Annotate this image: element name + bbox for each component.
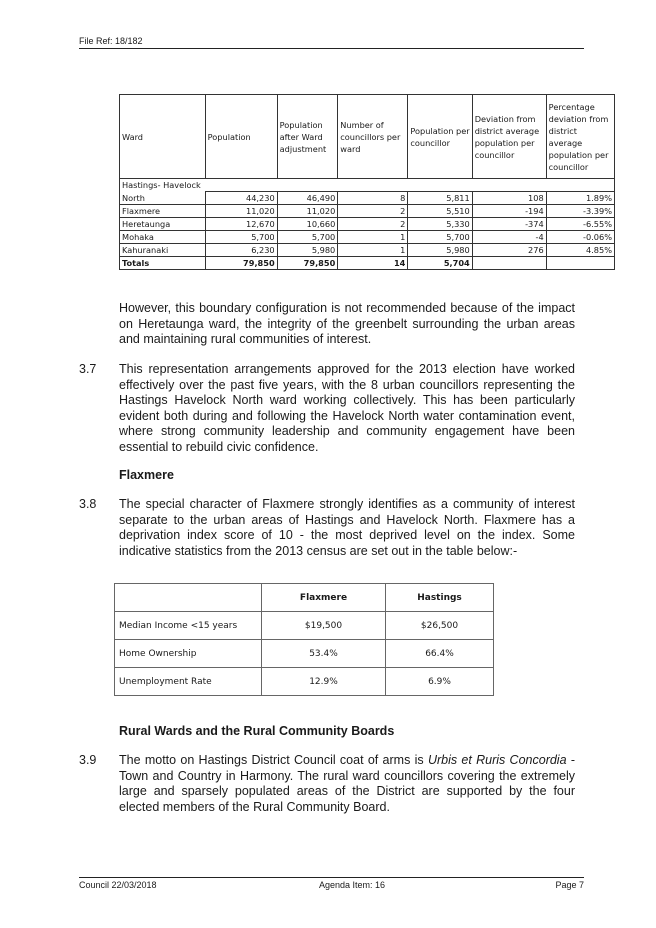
motto-continuation-text: - Town and Country in Harmony. The rural ward councillors covering the extremely large and sparsely populated areas of the District are supported by the four elected members of the Rural Community Board. [119,753,575,814]
section-number-3-8: 3.8 [79,497,97,511]
stats-col-flaxmere: Flaxmere [262,584,386,612]
table-row [115,668,494,696]
population-cell: 12,670 [205,218,277,231]
empty-cell [472,257,546,270]
pct-deviation-cell: 1.89% [546,192,614,205]
stat-label: Median Income <15 years [115,612,262,640]
deviation-cell: -374 [472,218,546,231]
table-row [120,218,615,231]
section-3-7-text: This representation arrangements approved for the 2013 election have worked effectively over the past five years, with the 8 urban councillors representing the Hastings Havelock North ward working collectively. This has been particularly evident both during and following the Havelock North water contamination event, where strong community leadership and community engagement have been essential to rebuild civic confidence. [119,362,575,454]
councillors-cell: 1 [338,231,408,244]
deviation-cell: 276 [472,244,546,257]
pct-deviation-cell: -6.55% [546,218,614,231]
stat-label: Unemployment Rate [115,668,262,696]
pct-deviation-cell: 4.85% [546,244,614,257]
adjusted-population-cell: 10,660 [277,218,338,231]
stats-col-hastings: Hastings [386,584,494,612]
ward-name: Kahuranaki [120,244,206,257]
population-cell: 11,020 [205,205,277,218]
pct-deviation-cell: -0.06% [546,231,614,244]
ward-population-table [119,94,615,270]
latin-motto: Urbis et Ruris Concordia [427,753,567,767]
section-3-9-text [119,753,575,815]
per-councillor-cell: 5,811 [408,192,472,205]
boundary-paragraph: However, this boundary configuration is not recommended because of the impact on Heretaunga ward, the integrity of the greenbelt surrounding the urban areas and maintaining rural communities of interest. [119,301,575,347]
per-councillor-cell: 5,700 [408,231,472,244]
totals-label: Totals [120,257,206,270]
col-population-per-councillor: Population per councillor [408,95,472,179]
stat-label: Home Ownership [115,640,262,668]
adjusted-population-cell: 5,980 [277,244,338,257]
ward-name: North [120,192,206,205]
table-row [115,640,494,668]
flaxmere-heading: Flaxmere [119,468,174,482]
ward-name: Flaxmere [120,205,206,218]
adjusted-population-cell: 5,700 [277,231,338,244]
section-number-3-9: 3.9 [79,753,97,767]
deviation-cell: -4 [472,231,546,244]
meeting-date: Council 22/03/2018 [79,880,157,890]
table-row [120,231,615,244]
total-councillors: 14 [338,257,408,270]
councillors-cell: 1 [338,244,408,257]
total-adjusted-population: 79,850 [277,257,338,270]
population-cell: 6,230 [205,244,277,257]
pct-deviation-cell: -3.39% [546,205,614,218]
ward-name: Mohaka [120,231,206,244]
flaxmere-value: 12.9% [262,668,386,696]
empty-cell [546,257,614,270]
total-per-councillor: 5,704 [408,257,472,270]
section-3-8-text: The special character of Flaxmere strongly identifies as a community of interest separate to the urban areas of Hastings and Havelock North. Flaxmere has a deprivation index score of 10 - the most deprived level on the index. Some indicative statistics from the 2013 census are set out in the table below:- [119,497,575,558]
motto-intro-text: The motto on Hastings District Council coat of arms is [119,753,428,767]
adjusted-population-cell: 46,490 [277,192,338,205]
per-councillor-cell: 5,330 [408,218,472,231]
col-percentage-deviation: Percentage deviation from district average population per councillor [546,95,614,179]
hastings-value: $26,500 [386,612,494,640]
page-footer [79,877,584,892]
flaxmere-value: $19,500 [262,612,386,640]
adjusted-population-cell: 11,020 [277,205,338,218]
councillors-cell: 2 [338,218,408,231]
councillors-cell: 2 [338,205,408,218]
table-row [120,205,615,218]
deviation-cell: 108 [472,192,546,205]
page-number: Page 7 [555,880,584,890]
table-header-row [120,95,615,179]
table-row [120,192,615,205]
hastings-value: 66.4% [386,640,494,668]
stats-col-label [115,584,262,612]
flaxmere-statistics-table [114,583,494,696]
file-reference: File Ref: 18/182 [79,36,584,49]
flaxmere-value: 53.4% [262,640,386,668]
col-population-adjusted: Population after Ward adjustment [277,95,338,179]
ward-name-line1: Hastings- Havelock [120,179,615,192]
per-councillor-cell: 5,980 [408,244,472,257]
deviation-cell: -194 [472,205,546,218]
councillors-cell: 8 [338,192,408,205]
per-councillor-cell: 5,510 [408,205,472,218]
table-header-row [115,584,494,612]
rural-wards-heading: Rural Wards and the Rural Community Boards [119,724,395,738]
section-number-3-7: 3.7 [79,362,97,376]
table-row [120,179,615,192]
table-row [115,612,494,640]
col-population: Population [205,95,277,179]
hastings-value: 6.9% [386,668,494,696]
agenda-item: Agenda Item: 16 [319,880,386,890]
population-cell: 5,700 [205,231,277,244]
col-ward: Ward [120,95,206,179]
totals-row [120,257,615,270]
population-cell: 44,230 [205,192,277,205]
table-row [120,244,615,257]
col-councillors: Number of councillors per ward [338,95,408,179]
col-deviation: Deviation from district average population per councillor [472,95,546,179]
ward-name: Heretaunga [120,218,206,231]
total-population: 79,850 [205,257,277,270]
